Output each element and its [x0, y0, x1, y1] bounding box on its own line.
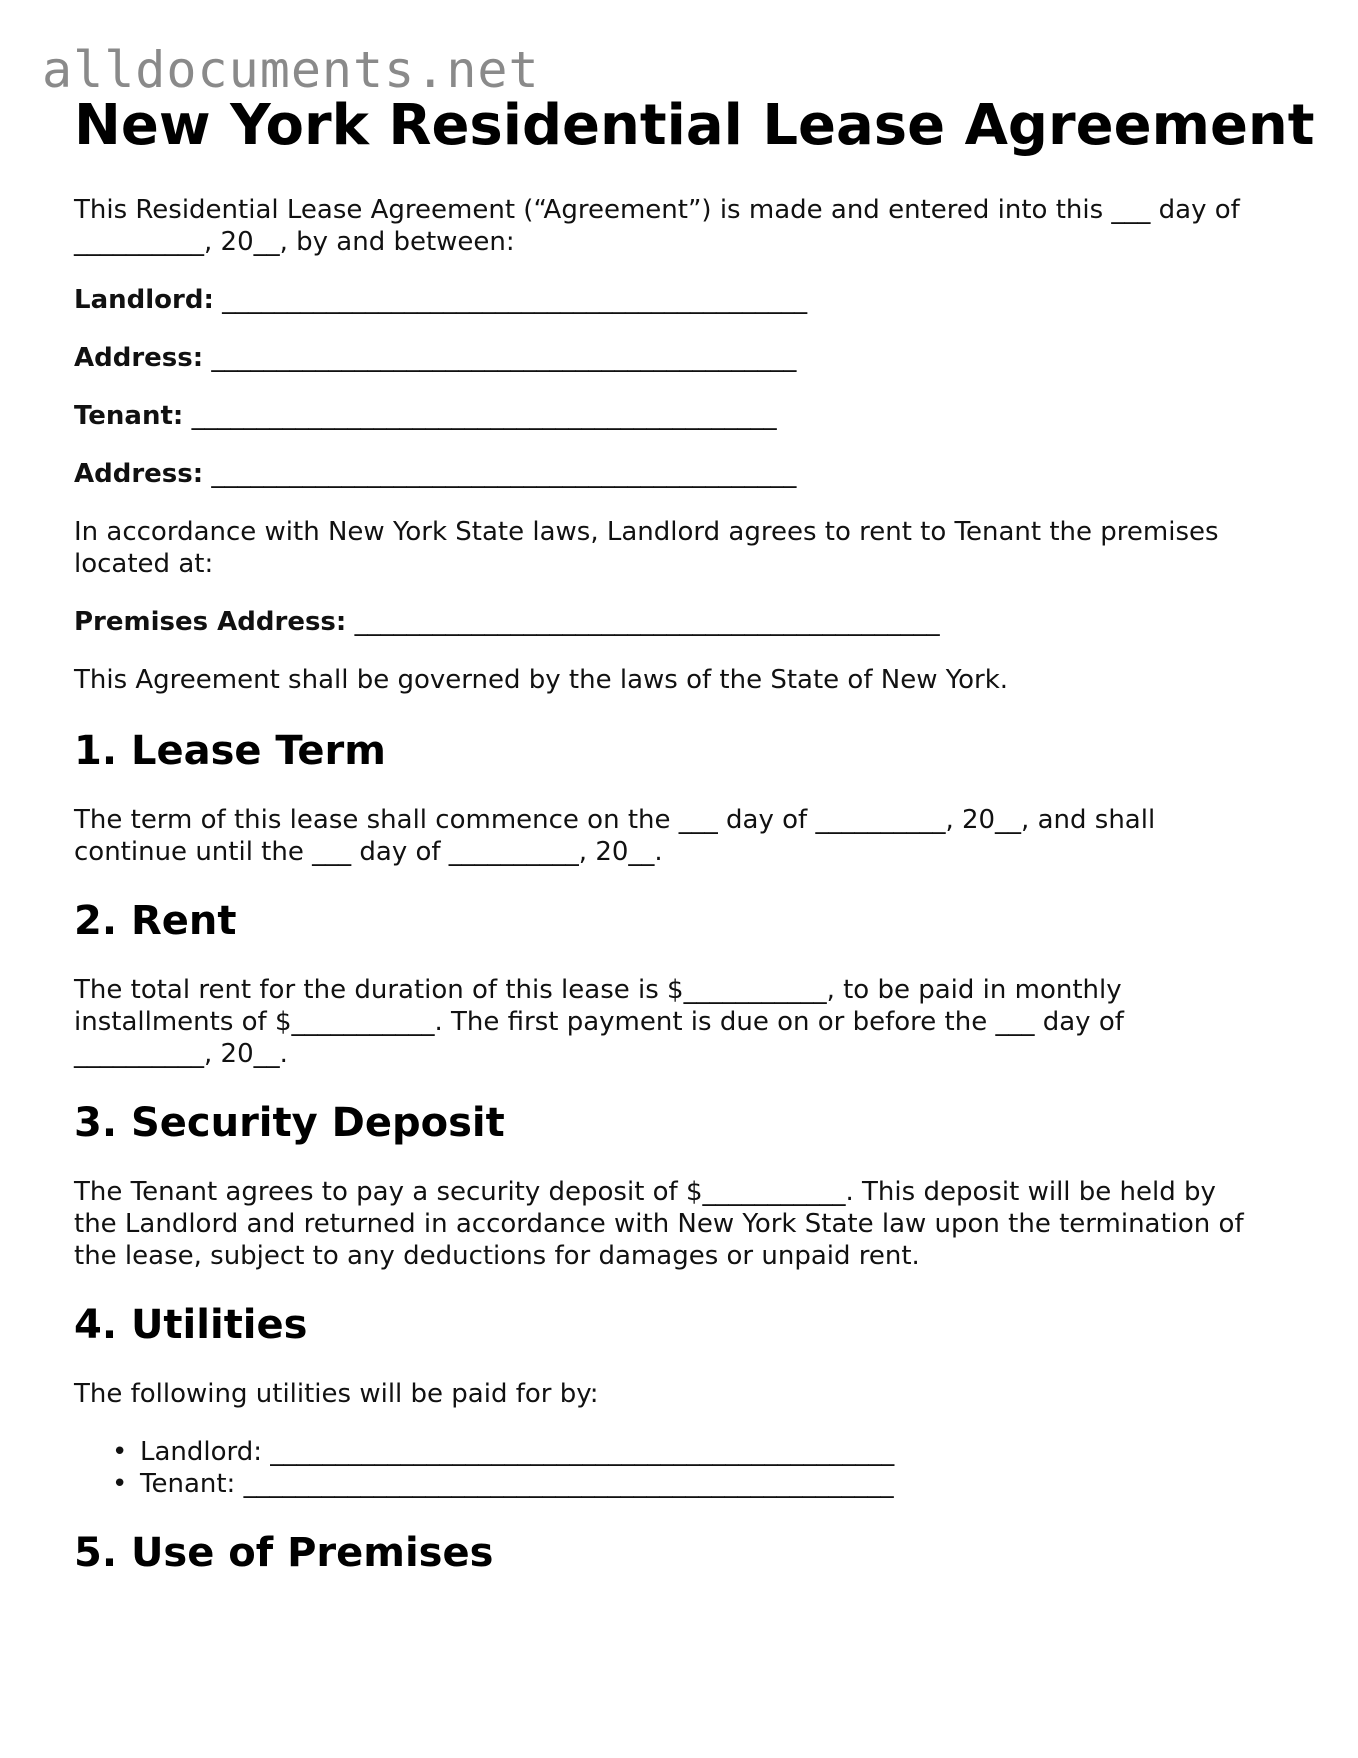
utilities-tenant-text: Tenant: __________________________________________________ — [140, 1469, 894, 1499]
security-deposit-line-3: the lease, subject to any deductions for damages or unpaid rent. — [74, 1241, 920, 1271]
landlord-blank[interactable]: _____________________________________________ — [222, 285, 808, 315]
tenant-label: Tenant: — [74, 401, 184, 431]
tenant-address-blank[interactable]: _____________________________________________ — [211, 459, 797, 489]
tenant-field[interactable] — [74, 400, 1294, 432]
lease-term-paragraph — [74, 804, 1294, 868]
accordance-line-1: In accordance with New York State laws, Landlord agrees to rent to Tenant the premises — [74, 517, 1219, 547]
rent-line-1: The total rent for the duration of this lease is $___________, to be paid in monthly — [74, 975, 1122, 1005]
rent-paragraph — [74, 974, 1294, 1070]
utilities-landlord-text: Landlord: ________________________________________________ — [140, 1437, 895, 1467]
landlord-field[interactable] — [74, 284, 1294, 316]
intro-line-2: __________, 20__, by and between: — [74, 227, 515, 257]
section-heading-lease-term: 1. Lease Term — [74, 728, 386, 774]
utilities-intro: The following utilities will be paid for by: — [74, 1379, 599, 1409]
lease-term-line-2: continue until the ___ day of __________, 20__. — [74, 837, 663, 867]
accordance-line-2: located at: — [74, 549, 214, 579]
governing-law-text: This Agreement shall be governed by the laws of the State of New York. — [74, 665, 1009, 695]
section-heading-utilities: 4. Utilities — [74, 1302, 308, 1348]
premises-address-label: Premises Address: — [74, 607, 347, 637]
document-page — [74, 90, 1315, 1578]
landlord-address-label: Address: — [74, 343, 204, 373]
intro-paragraph — [74, 194, 1294, 258]
tenant-blank[interactable]: _____________________________________________ — [191, 401, 777, 431]
accordance-paragraph — [74, 516, 1294, 580]
bullet-icon: • — [112, 1469, 128, 1499]
document-title: New York Residential Lease Agreement — [74, 93, 1315, 158]
rent-line-3: __________, 20__. — [74, 1039, 288, 1069]
section-heading-use-of-premises: 5. Use of Premises — [74, 1530, 494, 1576]
landlord-label: Landlord: — [74, 285, 214, 315]
utilities-list — [74, 1436, 1294, 1500]
premises-address-blank[interactable]: _____________________________________________ — [354, 607, 940, 637]
rent-line-2: installments of $___________. The first payment is due on or before the ___ day of — [74, 1007, 1124, 1037]
landlord-address-blank[interactable]: _____________________________________________ — [211, 343, 797, 373]
lease-term-line-1: The term of this lease shall commence on the ___ day of __________, 20__, and shall — [74, 805, 1156, 835]
tenant-address-field[interactable] — [74, 458, 1294, 490]
utilities-tenant-item[interactable] — [112, 1468, 1294, 1500]
intro-line-1: This Residential Lease Agreement (“Agreement”) is made and entered into this ___ day of — [74, 195, 1240, 225]
landlord-address-field[interactable] — [74, 342, 1294, 374]
utilities-landlord-item[interactable] — [112, 1436, 1294, 1468]
security-deposit-line-1: The Tenant agrees to pay a security deposit of $___________. This deposit will be held by — [74, 1177, 1216, 1207]
bullet-icon: • — [112, 1437, 128, 1467]
watermark: alldocuments.net — [42, 41, 540, 99]
section-heading-security-deposit: 3. Security Deposit — [74, 1100, 505, 1146]
tenant-address-label: Address: — [74, 459, 204, 489]
security-deposit-line-2: the Landlord and returned in accordance with New York State law upon the termination of — [74, 1209, 1244, 1239]
security-deposit-paragraph — [74, 1176, 1294, 1272]
premises-address-field[interactable] — [74, 606, 1294, 638]
section-heading-rent: 2. Rent — [74, 898, 237, 944]
